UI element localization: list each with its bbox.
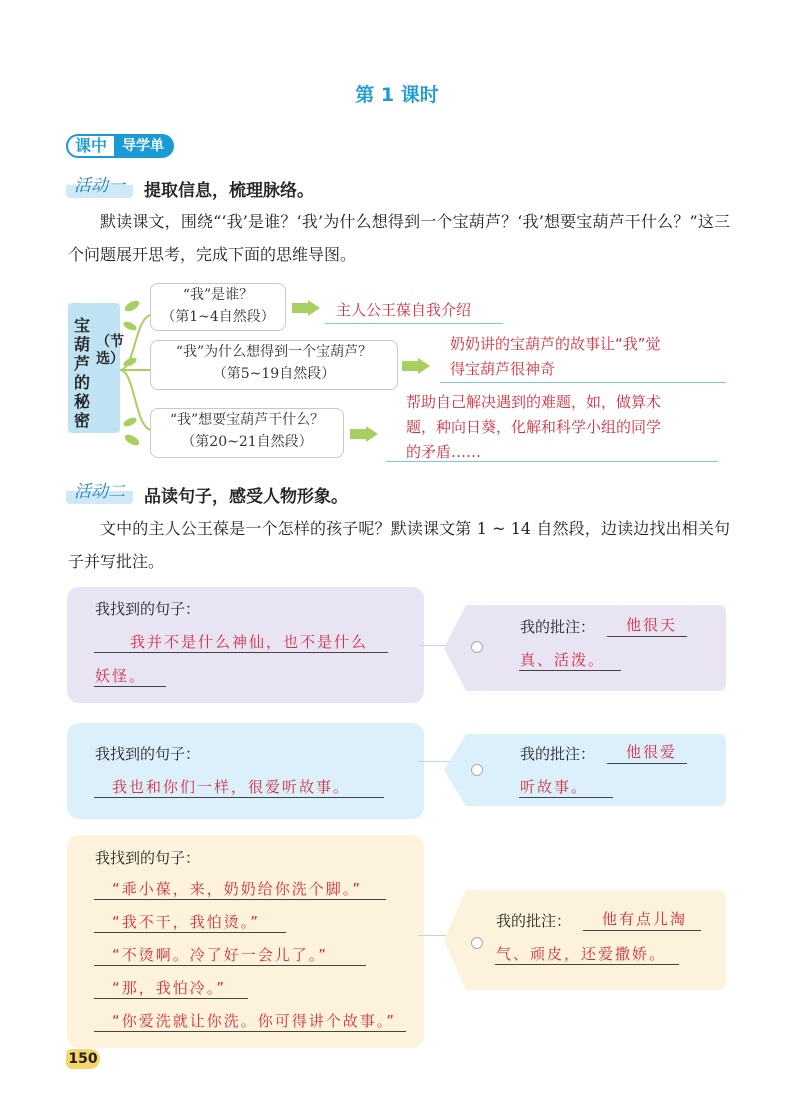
underline [94, 686, 166, 687]
activity2-title: 品读句子，感受人物形象。 [144, 487, 348, 507]
question-1-text: “我”是谁？ [182, 287, 254, 303]
activity1-tag: 活动一 [66, 174, 133, 198]
underline [607, 763, 687, 764]
note-3-line2: 气、顽皮，还爱撒娇。 [496, 945, 667, 963]
sentence-label-3: 我找到的句子： [95, 849, 201, 867]
note-1-line2: 真、活泼。 [520, 651, 606, 669]
badge-part2: 导学单 [116, 134, 174, 158]
activity1-title: 提取信息，梳理脉络。 [144, 181, 314, 201]
activity2-paragraph: 文中的主人公王葆是一个怎样的孩子呢？默读课文第 1 ~ 14 自然段，边读边找出相关句子并写批注。 [68, 519, 730, 571]
note-label-3: 我的批注： [496, 912, 572, 930]
note-1-line1: 他很天 [626, 616, 678, 634]
sentence-1-line2: 妖怪。 [95, 667, 147, 685]
mindmap-answer-1: 主人公王葆自我介绍 [336, 301, 472, 319]
sentence-3-line4: “那，我怕冷。” [112, 979, 227, 997]
note-tag-3 [444, 890, 728, 990]
underline [94, 998, 248, 999]
activity1-paragraph: 默读课文，围绕“‘我’是谁？‘我’为什么想得到一个宝葫芦？‘我’想要宝葫芦干什么？”这三个问题展开思考，完成下面的思维导图。 [68, 212, 730, 264]
underline [94, 899, 386, 900]
mindmap-answer-3-line1: 帮助自己解决遇到的难题，如，做算术 [406, 393, 662, 411]
arrow-icon [402, 358, 432, 374]
underline [495, 964, 679, 965]
mindmap-root-subtitle: （节选） [96, 334, 124, 367]
mindmap-answer-3-line3: 的矛盾…… [406, 443, 482, 461]
sentence-3-line1: “乖小葆，来，奶奶给你洗个脚。” [112, 880, 363, 898]
activity2-tag: 活动二 [66, 480, 133, 504]
answer-2-underline [440, 382, 726, 383]
sentence-1-line1: 我并不是什么神仙，也不是什么 [130, 633, 369, 651]
underline [94, 965, 366, 966]
question-3-text: “我”想要宝葫芦干什么？ [169, 412, 325, 428]
page-number: 150 [66, 1049, 100, 1069]
note-3-line1: 他有点儿淘 [602, 910, 688, 928]
section-badge [66, 134, 174, 158]
underline [607, 636, 687, 637]
answer-1-underline [325, 323, 503, 324]
note-2-line2: 听故事。 [520, 778, 589, 796]
underline [519, 670, 621, 671]
note-2-line1: 他很爱 [626, 743, 678, 761]
mindmap-answer-3-line2: 题，种向日葵，化解和科学小组的同学 [406, 418, 662, 436]
tag-hole-icon [471, 641, 483, 653]
arrow-icon [350, 426, 380, 442]
underline [94, 652, 388, 653]
mindmap-question-3 [150, 408, 344, 458]
sentence-3-line2: “我不干，我怕烫。” [112, 913, 261, 931]
lesson-title: 第 1 课时 [355, 84, 439, 106]
sentence-card-2 [67, 723, 424, 819]
sentence-3-line5: “你爱洗就让你洗。你可得讲个故事。” [112, 1012, 397, 1030]
question-3-range: （第20~21自然段） [181, 434, 313, 450]
tag-hole-icon [471, 764, 483, 776]
underline [583, 930, 701, 931]
mindmap-question-1 [150, 283, 286, 331]
underline [94, 932, 286, 933]
underline [519, 797, 613, 798]
sentence-label-1: 我找到的句子： [95, 600, 201, 618]
answer-3-underline [386, 461, 718, 462]
mindmap-question-2 [150, 340, 398, 390]
underline [94, 1031, 406, 1032]
question-1-range: （第1~4自然段） [161, 309, 275, 325]
sentence-3-line3: “不烫啊。冷了好一会儿了。” [112, 946, 329, 964]
sentence-2-line1: 我也和你们一样，很爱听故事。 [112, 778, 351, 796]
arrow-icon [292, 300, 322, 316]
underline [94, 797, 384, 798]
mindmap-answer-2-line1: 奶奶讲的宝葫芦的故事让“我”觉 [450, 335, 661, 353]
note-label-1: 我的批注： [520, 618, 596, 636]
mindmap-answer-2-line2: 得宝葫芦很神奇 [450, 360, 556, 378]
tag-hole-icon [471, 937, 483, 949]
question-2-range: （第5~19自然段） [212, 366, 336, 382]
note-label-2: 我的批注： [520, 745, 596, 763]
badge-part1: 课中 [66, 134, 116, 158]
sentence-label-2: 我找到的句子： [95, 745, 201, 763]
mindmap-root-title: 宝葫芦的秘密 [74, 316, 91, 430]
question-2-text: “我”为什么想得到一个宝葫芦？ [175, 344, 373, 360]
